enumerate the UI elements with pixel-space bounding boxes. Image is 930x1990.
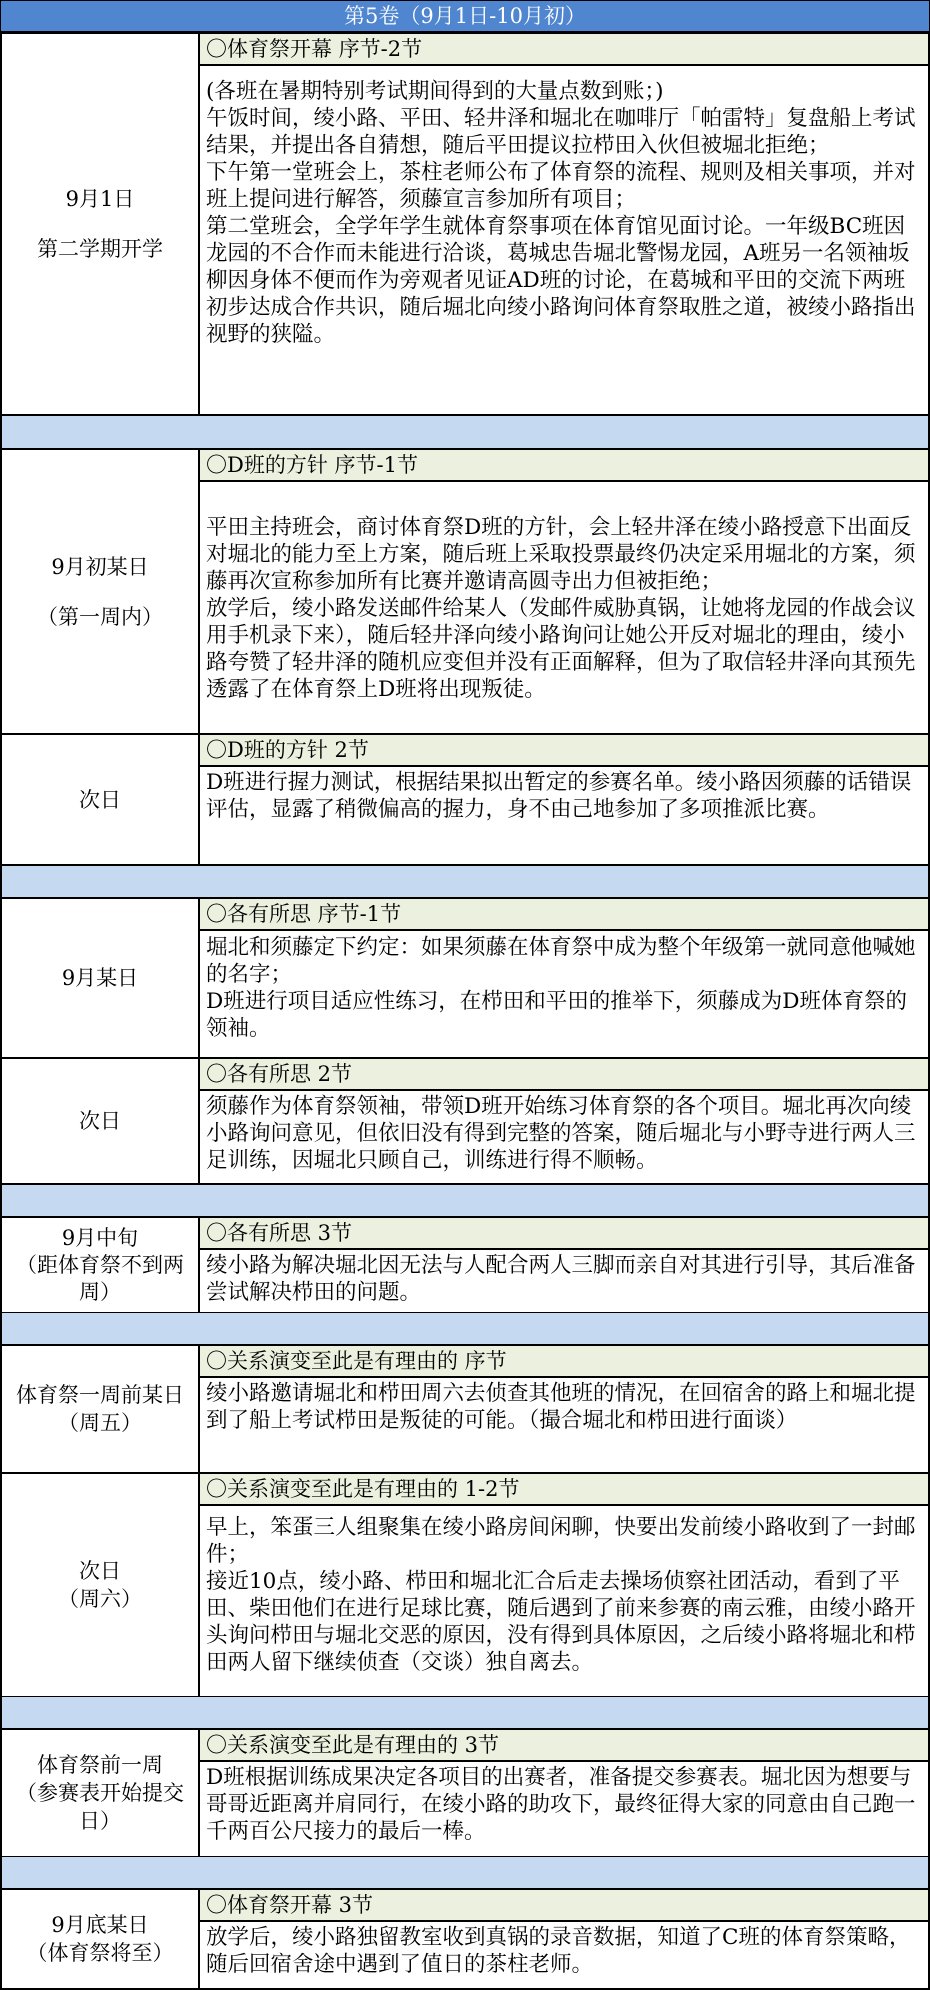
summary-paragraph: 早上，笨蛋三人组聚集在绫小路房间闲聊，快要出发前绫小路收到了一封邮件；: [206, 1515, 916, 1567]
date-cell: [0, 32, 198, 416]
date-cell: [0, 1728, 198, 1858]
date-note: （周五）: [58, 1411, 142, 1435]
chapter-title: 〇D班的方针 2节: [200, 735, 928, 767]
chapter-summary: [200, 66, 928, 348]
table-row: [0, 1344, 930, 1474]
volume-header: 第5卷（9月1日-10月初）: [0, 0, 930, 32]
content-cell: [198, 1472, 930, 1698]
chapter-summary: [200, 1762, 928, 1845]
content-cell: [198, 1888, 930, 1990]
content-cell: [198, 1728, 930, 1858]
summary-paragraph: (各班在暑期特别考试期间得到的大量点数到账；): [206, 79, 664, 104]
content-cell: [198, 1057, 930, 1185]
chapter-summary: [200, 482, 928, 733]
content-cell: [198, 1344, 930, 1474]
date-label: 9月底某日: [51, 1913, 149, 1937]
content-cell: [198, 1216, 930, 1314]
content-cell: [198, 32, 930, 416]
summary-paragraph: 接近10点，绫小路、栉田和堀北汇合后走去操场侦察社团活动，看到了平田、柴田他们在进行足球比赛，随后遇到了前来参赛的南云雅，由绫小路开头询问栉田与堀北交恶的原因，没有得到具体原因，之后绫小路将堀北和栉田两人留下继续侦查（交谈）独自离去。: [206, 1569, 916, 1675]
date-label: 次日: [79, 787, 121, 812]
chapter-summary: [200, 767, 928, 823]
chapter-summary: [200, 1506, 928, 1676]
table-row: [0, 733, 930, 866]
date-note: （参赛表开始提交日）: [16, 1781, 184, 1833]
chapter-title: 〇关系演变至此是有理由的 1-2节: [200, 1474, 928, 1506]
table-row: [0, 1216, 930, 1314]
summary-paragraph: 绫小路邀请堀北和栉田周六去侦查其他班的情况，在回宿舍的路上和堀北提到了船上考试栉田是叛徒的可能。（撮合堀北和栉田进行面谈）: [206, 1381, 916, 1433]
date-note: （第一周内）: [37, 604, 163, 629]
date-cell: [0, 1472, 198, 1698]
date-note: （周六）: [58, 1587, 142, 1611]
table-row: [0, 1057, 930, 1185]
date-label: 次日: [79, 1559, 121, 1583]
chapter-summary: [200, 1378, 928, 1434]
summary-paragraph: 绫小路为解决堀北因无法与人配合两人三脚而亲自对其进行引导，其后准备尝试解决栉田的问题。: [206, 1253, 916, 1305]
chapter-title: 〇关系演变至此是有理由的 序节: [200, 1346, 928, 1378]
chapter-summary: [200, 931, 928, 1042]
chapter-title: 〇各有所思 2节: [200, 1059, 928, 1091]
date-cell: [0, 1888, 198, 1990]
date-note: 第二学期开学: [37, 237, 163, 261]
separator-band: [0, 1185, 930, 1217]
table-row: [0, 897, 930, 1059]
date-label: 9月某日: [61, 966, 139, 990]
table-row: [0, 1472, 930, 1698]
summary-paragraph: 平田主持班会，商讨体育祭D班的方针，会上轻井泽在绫小路授意下出面反对堀北的能力至上方案，随后班上采取投票最终仍决定采用堀北的方案，须藤再次宣称参加所有比赛并邀请高圆寺出力但被拒绝；: [206, 515, 916, 594]
date-label: 体育祭一周前某日: [16, 1383, 184, 1407]
date-cell: [0, 1057, 198, 1185]
summary-paragraph: 堀北和须藤定下约定：如果须藤在体育祭中成为整个年级第一就同意他喊她的名字；: [206, 935, 916, 987]
summary-paragraph: 午饭时间，绫小路、平田、轻井泽和堀北在咖啡厅「帕雷特」复盘船上考试结果，并提出各自猜想，随后平田提议拉栉田入伙但被堀北拒绝；: [206, 106, 916, 158]
date-cell: [0, 733, 198, 866]
summary-paragraph: 第二堂班会，全学年学生就体育祭事项在体育馆见面讨论。一年级BC班因龙园的不合作而未能进行洽谈，葛城忠告堀北警惕龙园，A班另一名领袖坂柳因身体不便而作为旁观者见证AD班的讨论，在葛城和平田的交流下两班初步达成合作共识，随后堀北向绫小路询问体育祭取胜之道，被绫小路指出视野的狭隘。: [206, 214, 916, 347]
summary-paragraph: D班进行握力测试，根据结果拟出暂定的参赛名单。绫小路因须藤的话错误评估，显露了稍微偏高的握力，身不由己地参加了多项推派比赛。: [206, 770, 912, 822]
table-row: [0, 1888, 930, 1990]
date-cell: [0, 1216, 198, 1314]
chapter-title: 〇关系演变至此是有理由的 3节: [200, 1730, 928, 1762]
chapter-summary: [200, 1091, 928, 1174]
chapter-summary: [200, 1922, 928, 1978]
table-row: [0, 1728, 930, 1858]
chapter-title: 〇各有所思 3节: [200, 1218, 928, 1250]
date-label: 9月初某日: [51, 554, 149, 579]
chapter-title: 〇各有所思 序节-1节: [200, 899, 928, 931]
date-label: 9月中旬: [61, 1225, 139, 1250]
chapter-title: 〇体育祭开幕 序节-2节: [200, 34, 928, 66]
date-note: （体育祭将至）: [26, 1941, 174, 1965]
date-cell: [0, 1344, 198, 1474]
summary-paragraph: D班进行项目适应性练习，在栉田和平田的推举下，须藤成为D班体育祭的领袖。: [206, 989, 907, 1041]
table-row: [0, 32, 930, 416]
separator-band: [0, 1697, 930, 1729]
chapter-summary: [200, 1250, 928, 1306]
separator-band: [0, 866, 930, 898]
content-cell: [198, 733, 930, 866]
date-cell: [0, 448, 198, 735]
summary-paragraph: 放学后，绫小路发送邮件给某人（发邮件威胁真锅，让她将龙园的作战会议用手机录下来），随后轻井泽向绫小路询问让她公开反对堀北的理由，绫小路夸赞了轻井泽的随机应变但并没有正面解释，但为了取信轻井泽向其预先透露了在体育祭上D班将出现叛徒。: [206, 596, 916, 702]
content-cell: [198, 897, 930, 1059]
content-cell: [198, 448, 930, 735]
chapter-title: 〇体育祭开幕 3节: [200, 1890, 928, 1922]
summary-paragraph: 下午第一堂班会上，茶柱老师公布了体育祭的流程、规则及相关事项，并对班上提问进行解答，须藤宣言参加所有项目；: [206, 160, 916, 212]
date-label: 9月1日: [65, 187, 135, 211]
separator-band: [0, 1857, 930, 1889]
date-note: （距体育祭不到两周）: [16, 1252, 184, 1304]
separator-band: [0, 1313, 930, 1345]
table-row: [0, 448, 930, 735]
date-label: 体育祭前一周: [37, 1753, 163, 1777]
summary-paragraph: 须藤作为体育祭领袖，带领D班开始练习体育祭的各个项目。堀北再次向绫小路询问意见，但依旧没有得到完整的答案，随后堀北与小野寺进行两人三足训练，因堀北只顾自己，训练进行得不顺畅。: [206, 1094, 916, 1173]
date-label: 次日: [79, 1109, 121, 1133]
date-cell: [0, 897, 198, 1059]
summary-paragraph: 放学后，绫小路独留教室收到真锅的录音数据，知道了C班的体育祭策略，随后回宿舍途中遇到了值日的茶柱老师。: [206, 1925, 911, 1977]
chapter-title: 〇D班的方针 序节-1节: [200, 450, 928, 482]
separator-band: [0, 416, 930, 448]
summary-paragraph: D班根据训练成果决定各项目的出赛者，准备提交参赛表。堀北因为想要与哥哥近距离并肩同行，在绫小路的助攻下，最终征得大家的同意由自己跑一千两百公尺接力的最后一棒。: [206, 1765, 916, 1844]
